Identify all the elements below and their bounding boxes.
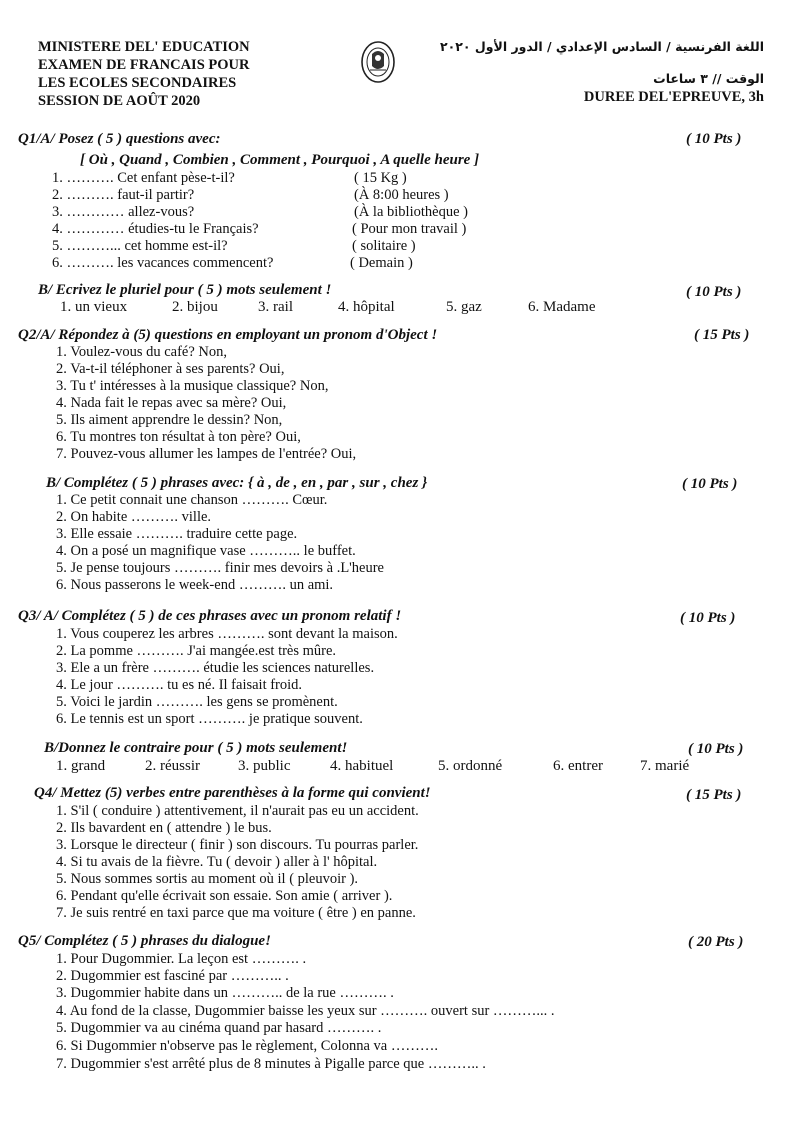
word-item: 6. Madame (528, 299, 596, 315)
q3a-item: 3. Ele a un frère ………. étudie les sciences naturelles. (56, 660, 375, 676)
word-item: 4. hôpital (338, 299, 395, 315)
q3a-item: 2. La pomme ………. J'ai mangée.est très mûre. (56, 643, 337, 659)
q2a-item: 6. Tu montres ton résultat à ton père? Oui, (56, 429, 301, 445)
q1b-title: B/ Ecrivez le pluriel pour ( 5 ) mots seulement ! (38, 282, 332, 298)
q3a-item: 6. Le tennis est un sport ………. je pratique souvent. (56, 711, 363, 727)
q2b-item: 6. Nous passerons le week-end ………. un ami. (56, 577, 334, 593)
word-item: 1. un vieux (60, 299, 128, 315)
ministry-header (38, 38, 250, 110)
arabic-subject-line: اللغة الفرنسية / السادس الإعدادي / الدور الأول ٢٠٢٠ (440, 39, 764, 54)
word-item: 6. entrer (553, 758, 603, 774)
q2a-item: 4. Nada fait le repas avec sa mère? Oui, (56, 395, 287, 411)
q1b-points: ( 10 Pts ) (686, 284, 742, 300)
q2b-item: 2. On habite ………. ville. (56, 509, 212, 525)
q1a-word-list: [ Où , Quand , Combien , Comment , Pourquoi , A quelle heure ] (80, 152, 480, 168)
q2b-item: 4. On a posé un magnifique vase ……….. le buffet. (56, 543, 356, 559)
q5-item: 7. Dugommier s'est arrêté plus de 8 minutes à Pigalle parce que ……….. . (56, 1056, 486, 1072)
header-line: EXAMEN DE FRANCAIS POUR (38, 57, 250, 73)
q1a-points: ( 10 Pts ) (686, 131, 742, 147)
q2a-points: ( 15 Pts ) (694, 327, 750, 343)
q4-item: 2. Ils bavardent en ( attendre ) le bus. (56, 820, 272, 836)
q1a-answer: ( Demain ) (350, 255, 413, 271)
q5-item: 4. Au fond de la classe, Dugommier baisse les yeux sur ………. ouvert sur ………... . (56, 1003, 555, 1019)
q2a-item: 3. Tu t' intéresses à la musique classique? Non, (56, 378, 329, 394)
q1a-answer: ( 15 Kg ) (354, 170, 407, 186)
q2b-item: 1. Ce petit connait une chanson ………. Cœur. (56, 492, 328, 508)
word-item: 1. grand (56, 758, 106, 774)
q1b-word-list (0, 299, 794, 317)
q2a-item: 2. Va-t-il téléphoner à ses parents? Oui, (56, 361, 285, 377)
q1a-answer: (À la bibliothèque ) (354, 204, 468, 220)
word-item: 5. ordonné (438, 758, 503, 774)
q2b-item: 3. Elle essaie ………. traduire cette page. (56, 526, 298, 542)
q5-points: ( 20 Pts ) (688, 934, 744, 950)
q5-title: Q5/ Complétez ( 5 ) phrases du dialogue! (18, 933, 271, 949)
header-line: LES ECOLES SECONDAIRES (38, 75, 237, 91)
word-item: 5. gaz (446, 299, 482, 315)
q5-item: 2. Dugommier est fasciné par ……….. . (56, 968, 289, 984)
header-line: MINISTERE DEL' EDUCATION (38, 39, 250, 55)
q3a-item: 5. Voici le jardin ………. les gens se promènent. (56, 694, 338, 710)
word-item: 2. réussir (145, 758, 200, 774)
q3b-points: ( 10 Pts ) (688, 741, 744, 757)
q5-item: 1. Pour Dugommier. La leçon est ………. . (56, 951, 307, 967)
q5-item: 3. Dugommier habite dans un ……….. de la rue ………. . (56, 985, 394, 1001)
q2b-title: B/ Complétez ( 5 ) phrases avec: { à , de , en , par , sur , chez } (46, 475, 428, 491)
duration-line: DUREE DEL'EPREUVE, 3h (583, 89, 764, 105)
q3a-item: 1. Vous couperez les arbres ………. sont devant la maison. (56, 626, 398, 642)
q1a-answer: ( Pour mon travail ) (352, 221, 467, 237)
q4-item: 4. Si tu avais de la fièvre. Tu ( devoir ) aller à l' hôpital. (56, 854, 378, 870)
header-line: SESSION DE AOÛT 2020 (38, 93, 201, 109)
word-item: 3. public (238, 758, 291, 774)
q3b-word-list (0, 758, 794, 776)
q3a-title: Q3/ A/ Complétez ( 5 ) de ces phrases avec un pronom relatif ! (18, 608, 402, 624)
word-item: 2. bijou (172, 299, 218, 315)
q2a-title: Q2/A/ Répondez à (5) questions en employant un pronom d'Object ! (18, 327, 438, 343)
q4-title: Q4/ Mettez (5) verbes entre parenthèses à la forme qui convient! (34, 785, 431, 801)
q2b-item: 5. Je pense toujours ………. finir mes devoirs à .L'heure (56, 560, 384, 576)
q1a-question: 1. ………. Cet enfant pèse-t-il? (52, 170, 235, 186)
word-item: 3. rail (258, 299, 293, 315)
q1a-answer: ( solitaire ) (352, 238, 416, 254)
q4-item: 5. Nous sommes sortis au moment où il ( pleuvoir ). (56, 871, 359, 887)
q4-item: 7. Je suis rentré en taxi parce que ma voiture ( être ) en panne. (56, 905, 416, 921)
q4-item: 6. Pendant qu'elle écrivait son essaie. Son amie ( arriver ). (56, 888, 393, 904)
q4-item: 3. Lorsque le directeur ( finir ) son discours. Tu pourras parler. (56, 837, 419, 853)
q3b-title: B/Donnez le contraire pour ( 5 ) mots seulement! (44, 740, 348, 756)
ministry-seal-icon (360, 40, 396, 84)
word-item: 7. marié (640, 758, 690, 774)
q2a-item: 7. Pouvez-vous allumer les lampes de l'entrée? Oui, (56, 446, 357, 462)
q4-points: ( 15 Pts ) (686, 787, 742, 803)
q2a-item: 1. Voulez-vous du café? Non, (56, 344, 228, 360)
arabic-header (440, 38, 764, 106)
arabic-time-line: الوقت // ٣ ساعات (653, 71, 764, 86)
q1a-question: 3. ………… allez-vous? (52, 204, 195, 220)
q1a-title: Q1/A/ Posez ( 5 ) questions avec: (18, 131, 221, 147)
q5-item: 5. Dugommier va au cinéma quand par hasard ………. . (56, 1020, 382, 1036)
q1a-question: 6. ………. les vacances commencent? (52, 255, 274, 271)
q2b-points: ( 10 Pts ) (682, 476, 738, 492)
q4-item: 1. S'il ( conduire ) attentivement, il n'aurait pas eu un accident. (56, 803, 419, 819)
q5-item: 6. Si Dugommier n'observe pas le règlement, Colonna va ………. (56, 1038, 438, 1054)
q1a-answer: (À 8:00 heures ) (354, 187, 449, 203)
q3a-item: 4. Le jour ………. tu es né. Il faisait froid. (56, 677, 303, 693)
q1a-question: 4. ………… étudies-tu le Français? (52, 221, 259, 237)
word-item: 4. habituel (330, 758, 394, 774)
q1a-question: 2. ………. faut-il partir? (52, 187, 195, 203)
q2a-item: 5. Ils aiment apprendre le dessin? Non, (56, 412, 283, 428)
q3a-points: ( 10 Pts ) (680, 610, 736, 626)
q1a-question: 5. ………... cet homme est-il? (52, 238, 228, 254)
